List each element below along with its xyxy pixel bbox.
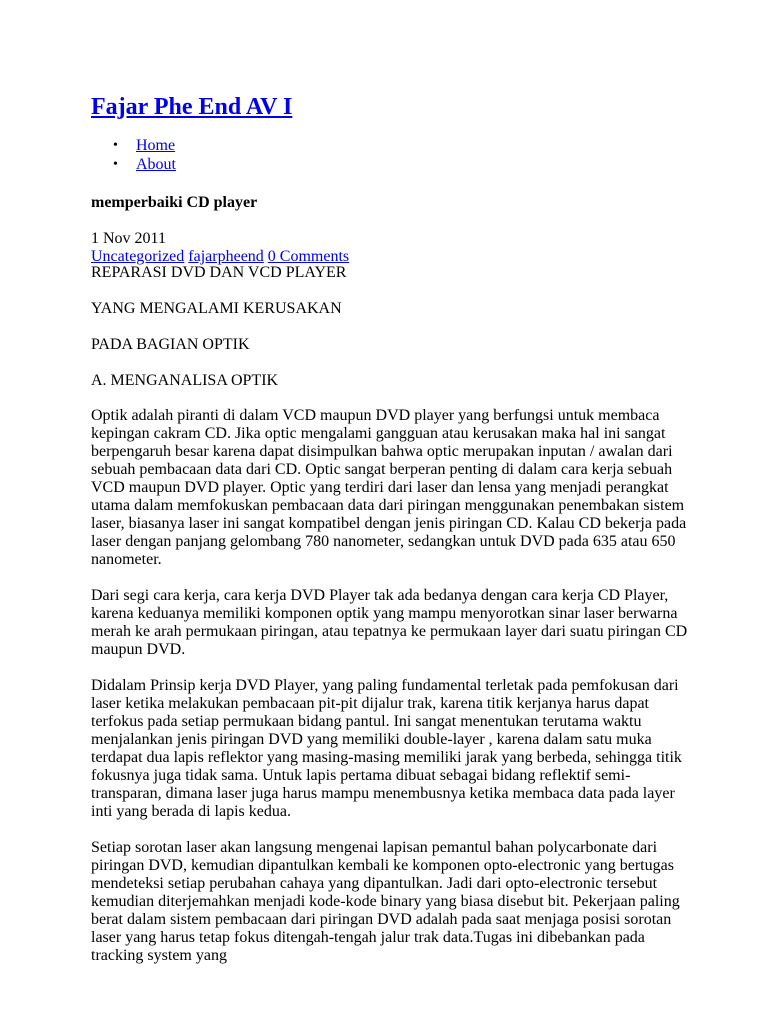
author-link[interactable]: fajarpheend [188, 248, 264, 265]
nav-menu [91, 136, 176, 174]
nav-link-home[interactable]: Home [136, 137, 176, 154]
bullet-icon: • [113, 138, 118, 153]
bullet-icon: • [113, 157, 118, 172]
post-title: memperbaiki CD player [91, 194, 258, 211]
post-date: 1 Nov 2011 [91, 230, 166, 247]
site-title-link[interactable]: Fajar Phe End AV I [91, 94, 293, 120]
section-heading: A. MENGANALISA OPTIK [91, 372, 279, 389]
site-title [91, 92, 292, 122]
post-content [91, 264, 691, 965]
nav-item-home [91, 136, 176, 155]
content-paragraph: Setiap sorotan laser akan langsung mengenai lapisan pemantul bahan polycarbonate dari piringan DVD, kemudian dipantulkan kembali ke komponen opto-electronic yang bertugas mendeteksi setiap perubahan cahaya yang dipantulkan. Jadi dari opto-electronic tersebut kemudian diterjemahkan menjadi kode-kode binary yang biasa disebut bit. Pekerjaan paling berat dalam sistem pembacaan dari piringan DVD adalah pada saat menjaga posisi sorotan laser yang harus tetap fokus ditengah-tengah jalur trak data.Tugas ini dibebankan pada tracking system yang [91, 839, 680, 964]
content-paragraph: Optik adalah piranti di dalam VCD maupun DVD player yang berfungsi untuk membaca kepingan cakram CD. Jika optic mengalami gangguan atau kerusakan maka hal ini sangat berpengaruh besar karena dapat disimpulkan bahwa optic merupakan inputan / awalan dari sebuah pembacaan data dari CD. Optic sangat berperan penting di dalam cara kerja sebuah VCD maupun DVD player. Optic yang terdiri dari laser dan lensa yang menjadi perangkat utama dalam memfokuskan pembacaan data dari piringan menggunakan penembakan sistem laser, biasanya laser ini sangat kompatibel dengan jenis piringan CD. Kalau CD bekerja pada laser dengan panjang gelombang 780 nanometer, sedangkan untuk DVD pada 635 atau 650 nanometer. [91, 407, 687, 568]
category-link[interactable]: Uncategorized [91, 248, 185, 265]
content-heading: REPARASI DVD DAN VCD PLAYER [91, 264, 347, 281]
content-heading: YANG MENGALAMI KERUSAKAN [91, 300, 342, 317]
content-paragraph: Didalam Prinsip kerja DVD Player, yang paling fundamental terletak pada pemfokusan dari laser ketika melakukan pembacaan pit-pit dijalur trak, karena titik kerjanya harus dapat terfokus pada setiap permukaan bidang pantul. Ini sangat menentukan terutama waktu menjalankan jenis piringan DVD yang memiliki double-layer , karena dalam satu muka terdapat dua lapis reflektor yang masing-masing memiliki jarak yang berbeda, sehingga titik fokusnya juga tidak sama. Untuk lapis pertama dibuat sebagai bidang reflektif semi-transparan, dimana laser juga harus mampu menembusnya ketika membaca data pada layer inti yang berada di lapis kedua. [91, 677, 682, 820]
nav-item-about [91, 155, 176, 174]
content-paragraph: Dari segi cara kerja, cara kerja DVD Player tak ada bedanya dengan cara kerja CD Player, karena keduanya memiliki komponen optik yang mampu menyorotkan sinar laser berwarna merah ke arah permukaan piringan, atau tepatnya ke permukaan layer dari suatu piringan CD maupun DVD. [91, 587, 688, 658]
nav-link-about[interactable]: About [136, 156, 176, 173]
comments-link[interactable]: 0 Comments [267, 248, 350, 265]
post-meta [91, 230, 691, 266]
content-heading: PADA BAGIAN OPTIK [91, 336, 250, 353]
